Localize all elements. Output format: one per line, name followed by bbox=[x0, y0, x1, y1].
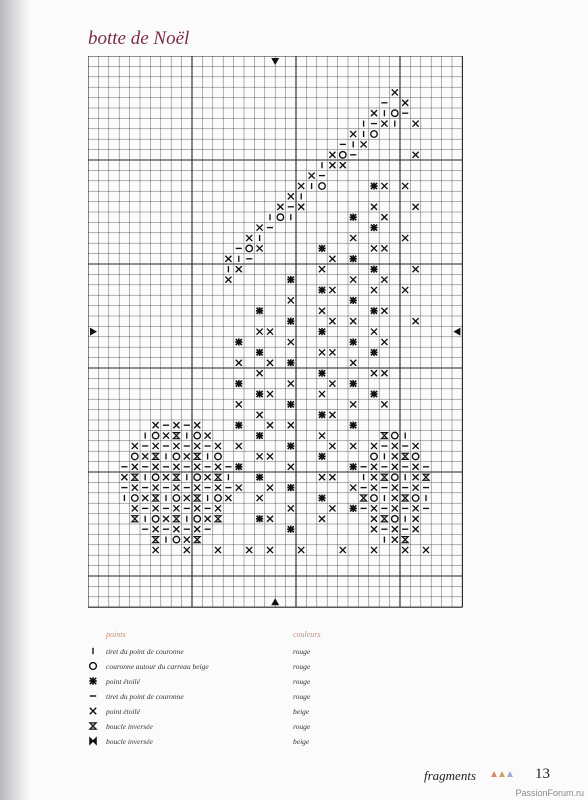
stitch-cross-icon bbox=[257, 329, 263, 335]
stitch-bowtie_v-icon bbox=[361, 495, 367, 501]
center-marker-right-icon bbox=[453, 328, 460, 336]
stitch-cross-icon bbox=[319, 516, 325, 522]
footer-triangle-icon bbox=[499, 771, 505, 777]
stitch-cross-icon bbox=[257, 495, 263, 501]
stitch-cross-icon bbox=[205, 433, 211, 439]
stitch-cross-icon bbox=[288, 193, 294, 199]
stitch-circle-icon bbox=[392, 516, 399, 523]
stitch-cross-icon bbox=[267, 391, 273, 397]
stitch-cross-icon bbox=[371, 516, 377, 522]
legend-color: rouge bbox=[293, 662, 311, 671]
stitch-bowtie_v-icon bbox=[153, 495, 159, 501]
stitch-cross-icon bbox=[205, 516, 211, 522]
stitch-circle-icon bbox=[194, 474, 201, 481]
stitch-star-icon bbox=[350, 255, 357, 262]
stitch-cross-icon bbox=[153, 464, 159, 470]
legend-row bbox=[88, 720, 338, 734]
stitch-cross-icon bbox=[205, 474, 211, 480]
stitch-bowtie_v-icon bbox=[423, 474, 429, 480]
stitch-star-icon bbox=[350, 505, 357, 512]
stitch-cross-icon bbox=[236, 401, 242, 407]
legend-description: boucle inversée bbox=[106, 722, 153, 731]
stitch-cross-icon bbox=[329, 381, 335, 387]
stitch-star-icon bbox=[370, 266, 377, 273]
stitch-cross-icon bbox=[173, 485, 179, 491]
stitch-cross-icon bbox=[257, 453, 263, 459]
stitch-star-icon bbox=[256, 307, 263, 314]
stitch-cross-icon bbox=[392, 443, 398, 449]
stitch-cross-icon bbox=[298, 547, 304, 553]
stitch-circle-icon bbox=[371, 495, 378, 502]
legend-row bbox=[88, 735, 338, 749]
stitch-cross-icon bbox=[184, 537, 190, 543]
legend-header-colors: couleurs bbox=[293, 630, 321, 639]
stitch-circle-icon bbox=[173, 453, 180, 460]
stitch-cross-icon bbox=[381, 245, 387, 251]
stitch-star-icon bbox=[287, 526, 294, 533]
stitch-star-icon bbox=[235, 463, 242, 470]
stitch-cross-icon bbox=[298, 204, 304, 210]
stitch-star-icon bbox=[256, 432, 263, 439]
stitch-cross-icon bbox=[298, 183, 304, 189]
stitch-cross-icon bbox=[381, 308, 387, 314]
legend-color: rouge bbox=[293, 647, 311, 656]
stitch-cross-icon bbox=[277, 204, 283, 210]
stitch-circle-icon bbox=[340, 152, 347, 159]
stitch-cross-icon bbox=[392, 537, 398, 543]
stitch-circle-icon bbox=[152, 474, 159, 481]
stitch-cross-icon bbox=[381, 370, 387, 376]
legend-color: rouge bbox=[293, 722, 311, 731]
stitch-cross-icon bbox=[163, 474, 169, 480]
stitch-star-icon bbox=[350, 214, 357, 221]
stitch-cross-icon bbox=[350, 131, 356, 137]
stitch-cross-icon bbox=[267, 329, 273, 335]
stitch-star-icon bbox=[318, 370, 325, 377]
stitch-cross-icon bbox=[225, 277, 231, 283]
stitch-bowtie_v-icon bbox=[132, 516, 138, 522]
chart-title: botte de Noël bbox=[88, 28, 190, 49]
stitch-cross-icon bbox=[288, 505, 294, 511]
legend-header-points: points bbox=[106, 630, 126, 639]
stitch-cross-icon bbox=[329, 443, 335, 449]
stitch-cross-icon bbox=[267, 453, 273, 459]
stitch-cross-icon bbox=[267, 422, 273, 428]
stitch-cross-icon bbox=[402, 547, 408, 553]
stitch-circle-icon bbox=[392, 432, 399, 439]
stitch-cross-icon bbox=[246, 235, 252, 241]
stitch-star-icon bbox=[318, 411, 325, 418]
stitch-cross-icon bbox=[371, 110, 377, 116]
stitch-cross-icon bbox=[423, 547, 429, 553]
stitch-circle-icon bbox=[215, 453, 222, 460]
legend-symbol-cross-icon bbox=[88, 706, 98, 716]
legend-symbol-bowtie_h-icon bbox=[88, 736, 98, 746]
stitch-cross-icon bbox=[371, 287, 377, 293]
stitch-cross-icon bbox=[319, 308, 325, 314]
stitch-bowtie_v-icon bbox=[402, 537, 408, 543]
stitch-cross-icon bbox=[121, 474, 127, 480]
stitch-cross-icon bbox=[163, 433, 169, 439]
stitch-cross-icon bbox=[153, 526, 159, 532]
stitch-cross-icon bbox=[392, 526, 398, 532]
stitch-star-icon bbox=[350, 422, 357, 429]
legend-symbol-star-icon bbox=[88, 676, 98, 686]
stitch-circle-icon bbox=[392, 110, 399, 117]
stitch-star-icon bbox=[318, 328, 325, 335]
stitch-cross-icon bbox=[371, 474, 377, 480]
stitch-star-icon bbox=[370, 349, 377, 356]
stitch-bowtie_v-icon bbox=[381, 433, 387, 439]
stitch-cross-icon bbox=[392, 453, 398, 459]
stitch-cross-icon bbox=[371, 547, 377, 553]
stitch-cross-icon bbox=[288, 297, 294, 303]
stitch-cross-icon bbox=[267, 516, 273, 522]
stitch-star-icon bbox=[287, 318, 294, 325]
stitch-cross-icon bbox=[350, 401, 356, 407]
footer-label: fragments bbox=[424, 768, 476, 783]
stitch-cross-icon bbox=[340, 162, 346, 168]
stitch-cross-icon bbox=[184, 453, 190, 459]
stitch-cross-icon bbox=[173, 464, 179, 470]
stitch-circle-icon bbox=[194, 432, 201, 439]
stitch-cross-icon bbox=[381, 401, 387, 407]
stitch-cross-icon bbox=[329, 505, 335, 511]
stitch-cross-icon bbox=[132, 485, 138, 491]
stitch-cross-icon bbox=[153, 443, 159, 449]
stitch-cross-icon bbox=[329, 287, 335, 293]
stitch-cross-icon bbox=[215, 547, 221, 553]
legend-symbol-bowtie_v-icon bbox=[88, 721, 98, 731]
stitch-cross-icon bbox=[413, 152, 419, 158]
stitch-bowtie_v-icon bbox=[90, 723, 96, 729]
stitch-star-icon bbox=[318, 286, 325, 293]
stitch-cross-icon bbox=[371, 204, 377, 210]
footer-triangle-icon bbox=[507, 771, 513, 777]
stitch-bowtie_v-icon bbox=[153, 537, 159, 543]
stitch-circle-icon bbox=[371, 131, 378, 138]
stitch-cross-icon bbox=[142, 495, 148, 501]
stitch-bowtie_v-icon bbox=[194, 495, 200, 501]
stitch-cross-icon bbox=[413, 204, 419, 210]
stitch-star-icon bbox=[287, 401, 294, 408]
stitch-cross-icon bbox=[319, 349, 325, 355]
cross-stitch-chart bbox=[88, 56, 468, 616]
legend-symbol-circle-icon bbox=[88, 661, 98, 671]
stitch-cross-icon bbox=[194, 485, 200, 491]
watermark: PassionForum.ru bbox=[515, 788, 584, 798]
stitch-circle-icon bbox=[319, 183, 326, 190]
stitch-cross-icon bbox=[402, 183, 408, 189]
legend-row bbox=[88, 660, 338, 674]
stitch-cross-icon bbox=[194, 422, 200, 428]
stitch-cross-icon bbox=[319, 474, 325, 480]
stitch-cross-icon bbox=[173, 443, 179, 449]
stitch-cross-icon bbox=[413, 318, 419, 324]
stitch-cross-icon bbox=[257, 412, 263, 418]
stitch-cross-icon bbox=[288, 464, 294, 470]
stitch-bowtie_v-icon bbox=[215, 516, 221, 522]
stitch-cross-icon bbox=[381, 214, 387, 220]
stitch-cross-icon bbox=[413, 526, 419, 532]
stitch-cross-icon bbox=[371, 526, 377, 532]
stitch-cross-icon bbox=[309, 173, 315, 179]
legend-description: boucle inversée bbox=[106, 737, 153, 746]
stitch-cross-icon bbox=[392, 505, 398, 511]
stitch-circle-icon bbox=[371, 453, 378, 460]
stitch-cross-icon bbox=[392, 464, 398, 470]
stitch-cross-icon bbox=[153, 547, 159, 553]
stitch-circle-icon bbox=[152, 516, 159, 523]
stitch-cross-icon bbox=[288, 339, 294, 345]
stitch-cross-icon bbox=[236, 485, 242, 491]
stitch-cross-icon bbox=[413, 464, 419, 470]
stitch-cross-icon bbox=[215, 505, 221, 511]
stitch-star-icon bbox=[287, 484, 294, 491]
stitch-cross-icon bbox=[153, 505, 159, 511]
chart-grid bbox=[88, 56, 462, 607]
stitch-circle-icon bbox=[194, 516, 201, 523]
stitch-cross-icon bbox=[194, 443, 200, 449]
stitch-cross-icon bbox=[184, 495, 190, 501]
stitch-cross-icon bbox=[319, 433, 325, 439]
stitch-circle-icon bbox=[132, 453, 139, 460]
stitch-cross-icon bbox=[194, 526, 200, 532]
stitch-cross-icon bbox=[215, 485, 221, 491]
stitch-star-icon bbox=[350, 380, 357, 387]
stitch-cross-icon bbox=[413, 485, 419, 491]
stitch-star-icon bbox=[370, 390, 377, 397]
stitch-bowtie_v-icon bbox=[402, 495, 408, 501]
footer-triangle-icon bbox=[491, 771, 497, 777]
stitch-bowtie_v-icon bbox=[132, 474, 138, 480]
stitch-cross-icon bbox=[194, 505, 200, 511]
stitch-cross-icon bbox=[225, 256, 231, 262]
stitch-star-icon bbox=[256, 474, 263, 481]
stitch-cross-icon bbox=[246, 547, 252, 553]
stitch-star-icon bbox=[370, 224, 377, 231]
stitch-cross-icon bbox=[350, 318, 356, 324]
stitch-circle-icon bbox=[173, 536, 180, 543]
legend-color: beige bbox=[293, 737, 310, 746]
stitch-cross-icon bbox=[371, 464, 377, 470]
stitch-star-icon bbox=[287, 442, 294, 449]
stitch-circle-icon bbox=[277, 214, 284, 221]
stitch-bowtie_v-icon bbox=[173, 474, 179, 480]
stitch-cross-icon bbox=[329, 474, 335, 480]
legend-symbol-bar-icon bbox=[88, 646, 98, 656]
stitch-cross-icon bbox=[267, 485, 273, 491]
stitch-cross-icon bbox=[329, 412, 335, 418]
stitch-cross-icon bbox=[288, 381, 294, 387]
stitch-star-icon bbox=[235, 422, 242, 429]
stitch-cross-icon bbox=[361, 141, 367, 147]
stitch-star-icon bbox=[318, 245, 325, 252]
stitch-cross-icon bbox=[257, 370, 263, 376]
stitch-cross-icon bbox=[371, 245, 377, 251]
stitch-star-icon bbox=[370, 182, 377, 189]
stitch-cross-icon bbox=[371, 505, 377, 511]
stitch-cross-icon bbox=[381, 277, 387, 283]
stitch-bowtie_v-icon bbox=[402, 453, 408, 459]
stitch-star-icon bbox=[287, 276, 294, 283]
stitch-circle-icon bbox=[246, 245, 253, 252]
stitch-cross-icon bbox=[392, 89, 398, 95]
stitch-cross-icon bbox=[413, 516, 419, 522]
stitch-star-icon bbox=[318, 494, 325, 501]
stitch-star-icon bbox=[256, 515, 263, 522]
center-marker-left-icon bbox=[90, 328, 97, 336]
stitch-cross-icon bbox=[132, 505, 138, 511]
stitch-bowtie_v-icon bbox=[194, 453, 200, 459]
legend-color: rouge bbox=[293, 677, 311, 686]
stitch-cross-icon bbox=[173, 422, 179, 428]
legend-row bbox=[88, 705, 338, 719]
stitch-cross-icon bbox=[413, 266, 419, 272]
stitch-cross-icon bbox=[236, 360, 242, 366]
stitch-cross-icon bbox=[350, 360, 356, 366]
stitch-bowtie_v-icon bbox=[173, 433, 179, 439]
stitch-cross-icon bbox=[413, 443, 419, 449]
stitch-star-icon bbox=[89, 677, 96, 684]
stitch-cross-icon bbox=[257, 225, 263, 231]
stitch-cross-icon bbox=[236, 443, 242, 449]
stitch-cross-icon bbox=[371, 485, 377, 491]
stitch-cross-icon bbox=[413, 505, 419, 511]
center-marker-bottom-icon bbox=[271, 598, 279, 605]
page-number: 13 bbox=[535, 766, 550, 782]
stitch-cross-icon bbox=[90, 708, 96, 714]
book-spine-shadow bbox=[0, 0, 30, 800]
stitch-cross-icon bbox=[413, 474, 419, 480]
stitch-cross-icon bbox=[350, 443, 356, 449]
stitch-cross-icon bbox=[413, 121, 419, 127]
stitch-cross-icon bbox=[257, 245, 263, 251]
stitch-star-icon bbox=[235, 380, 242, 387]
stitch-circle-icon bbox=[392, 474, 399, 481]
legend-description: couronne autour du carreau beige bbox=[106, 662, 209, 671]
stitch-cross-icon bbox=[173, 526, 179, 532]
stitch-cross-icon bbox=[163, 516, 169, 522]
stitch-cross-icon bbox=[329, 318, 335, 324]
stitch-star-icon bbox=[318, 453, 325, 460]
stitch-star-icon bbox=[256, 349, 263, 356]
stitch-circle-icon bbox=[412, 453, 419, 460]
legend-description: point étoilé bbox=[106, 707, 140, 716]
stitch-cross-icon bbox=[288, 422, 294, 428]
stitch-bowtie_v-icon bbox=[381, 474, 387, 480]
legend-row bbox=[88, 675, 338, 689]
stitch-cross-icon bbox=[267, 547, 273, 553]
legend-row bbox=[88, 690, 338, 704]
stitch-circle-icon bbox=[173, 495, 180, 502]
legend-row bbox=[88, 645, 338, 659]
stitch-bowtie_v-icon bbox=[215, 474, 221, 480]
stitch-cross-icon bbox=[173, 505, 179, 511]
legend-description: tiret du point de couronne bbox=[106, 692, 184, 701]
legend-color: beige bbox=[293, 707, 310, 716]
legend-description: point étoilé bbox=[106, 677, 140, 686]
stitch-circle-icon bbox=[215, 495, 222, 502]
center-marker-top-icon bbox=[271, 58, 279, 65]
stitch-cross-icon bbox=[371, 443, 377, 449]
stitch-cross-icon bbox=[319, 266, 325, 272]
stitch-star-icon bbox=[350, 463, 357, 470]
stitch-cross-icon bbox=[381, 183, 387, 189]
stitch-circle-icon bbox=[90, 663, 97, 670]
stitch-cross-icon bbox=[350, 235, 356, 241]
legend-symbol-dash-icon bbox=[88, 691, 98, 701]
stitch-star-icon bbox=[256, 390, 263, 397]
stitch-cross-icon bbox=[142, 453, 148, 459]
stitch-cross-icon bbox=[153, 485, 159, 491]
stitch-cross-icon bbox=[215, 443, 221, 449]
stitch-bowtie_v-icon bbox=[153, 453, 159, 459]
stitch-cross-icon bbox=[402, 235, 408, 241]
stitch-cross-icon bbox=[215, 464, 221, 470]
stitch-cross-icon bbox=[132, 464, 138, 470]
stitch-cross-icon bbox=[329, 162, 335, 168]
stitch-cross-icon bbox=[392, 495, 398, 501]
stitch-cross-icon bbox=[392, 485, 398, 491]
stitch-star-icon bbox=[350, 338, 357, 345]
legend-color: rouge bbox=[293, 692, 311, 701]
stitch-bowtie_h-icon bbox=[90, 738, 96, 744]
stitch-cross-icon bbox=[329, 152, 335, 158]
stitch-cross-icon bbox=[132, 443, 138, 449]
stitch-cross-icon bbox=[236, 266, 242, 272]
legend-description: tiret du point de couronne bbox=[106, 647, 184, 656]
stitch-star-icon bbox=[287, 359, 294, 366]
stitch-cross-icon bbox=[371, 329, 377, 335]
stitch-star-icon bbox=[235, 338, 242, 345]
stitch-cross-icon bbox=[319, 391, 325, 397]
stitch-cross-icon bbox=[402, 287, 408, 293]
stitch-cross-icon bbox=[350, 277, 356, 283]
stitch-cross-icon bbox=[267, 360, 273, 366]
stitch-cross-icon bbox=[329, 349, 335, 355]
stitch-bowtie_v-icon bbox=[194, 537, 200, 543]
stitch-circle-icon bbox=[152, 432, 159, 439]
stitch-cross-icon bbox=[402, 100, 408, 106]
stitch-cross-icon bbox=[184, 547, 190, 553]
stitch-cross-icon bbox=[329, 256, 335, 262]
stitch-bowtie_v-icon bbox=[173, 516, 179, 522]
stitch-star-icon bbox=[350, 297, 357, 304]
stitch-cross-icon bbox=[350, 485, 356, 491]
stitch-bowtie_v-icon bbox=[381, 516, 387, 522]
stitch-cross-icon bbox=[340, 547, 346, 553]
stitch-cross-icon bbox=[381, 339, 387, 345]
stitch-cross-icon bbox=[381, 121, 387, 127]
stitch-circle-icon bbox=[132, 495, 139, 502]
stitch-cross-icon bbox=[371, 370, 377, 376]
stitch-cross-icon bbox=[153, 422, 159, 428]
stitch-circle-icon bbox=[412, 495, 419, 502]
stitch-star-icon bbox=[370, 307, 377, 314]
stitch-cross-icon bbox=[225, 495, 231, 501]
stitch-cross-icon bbox=[194, 464, 200, 470]
